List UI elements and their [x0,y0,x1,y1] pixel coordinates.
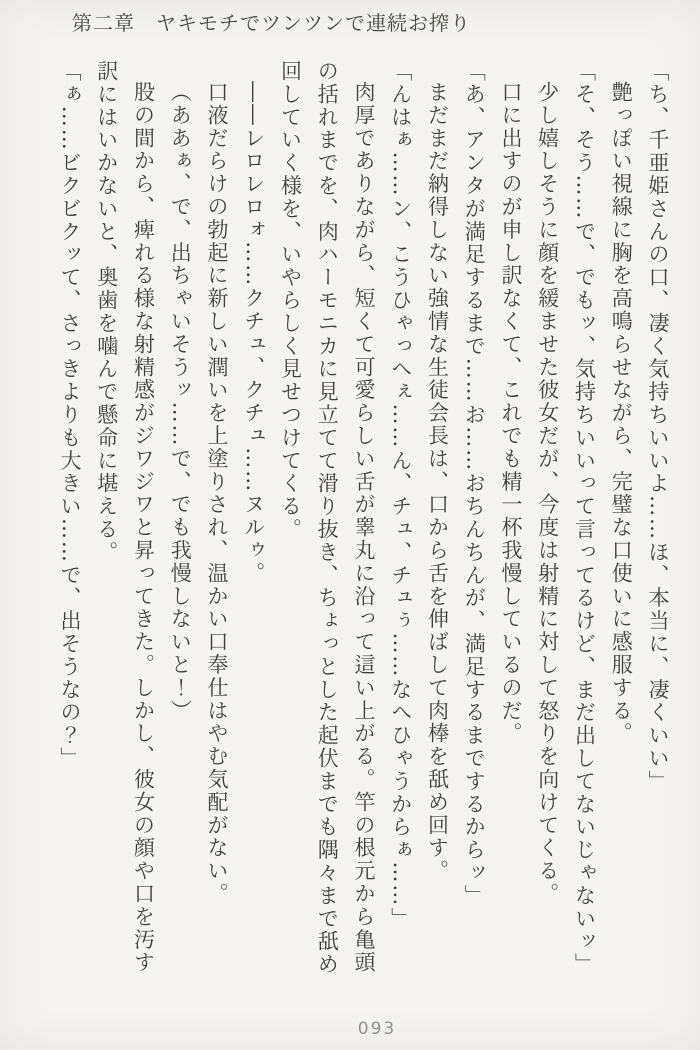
paragraph: 「そ、そう……で、でもッ、気持ちいいって言ってるけど、まだ出してないじゃないッ」 [572,60,597,976]
paragraph: まだまだ納得しない強情な生徒会長は、口から舌を伸ばして肉棒を舐め回す。 [425,81,450,883]
paragraph: 「ち、千亜姫さんの口、凄く気持ちいいよ……ほ、本当に、凄くいい」 [646,60,670,793]
paragraph: 「んはぁ……ン、こうひゃっへぇ……ん、チュ、チュぅ……なへひゃうからぁ……」 [388,60,413,931]
paragraph: 肉厚でありながら、短くて可愛らしい舌が睾丸に沿って這い上がる。竿の根元から亀頭の括れまでを、肉ハーモニカに見立てて滑り抜き、ちょっとした起伏までも隅々まで舐め回していく様を、いやらしく見せつけてくる。 [278,60,376,976]
paragraph: 少し嬉しそうに顔を緩ませた彼女だが、今度は射精に対して怒りを向けてくる。 [535,81,560,906]
paragraph: ――レロレロォ……クチュ、クチュ……ヌルゥ。 [241,81,266,585]
paragraph: 艶っぽい視線に胸を高鳴らせながら、完璧な口使いに感服する。 [609,81,634,746]
paragraph: 股の間から、痺れる様な射精感がジワジワと昇ってきた。しかし、彼女の顔や口を汚す訳にはいかないと、奥歯を噛んで懸命に堪える。 [94,60,156,975]
paragraph: 「ぁ……ビクビクッて、さっきよりも大きい……で、出そうなの？」 [58,60,82,770]
paragraph: 口液だらけの勃起に新しい潤いを上塗りされ、温かい口奉仕はやむ気配がない。 [205,81,229,906]
paragraph: （ああぁ、で、出ちゃいそうッ……で、でも我慢しないと！） [168,81,193,723]
chapter-title: 第二章 ヤキモチでツンツンで連続お搾り [72,11,471,35]
paragraph: 口に出すのが申し訳なくて、これでも精一杯我慢しているのだ。 [499,81,523,746]
page-number: 093 [357,1019,397,1039]
novel-text-columns [51,60,676,976]
paragraph: 「あ、アンタが満足するまで……お……おちんちんが、満足するまでするからッ」 [462,60,487,908]
